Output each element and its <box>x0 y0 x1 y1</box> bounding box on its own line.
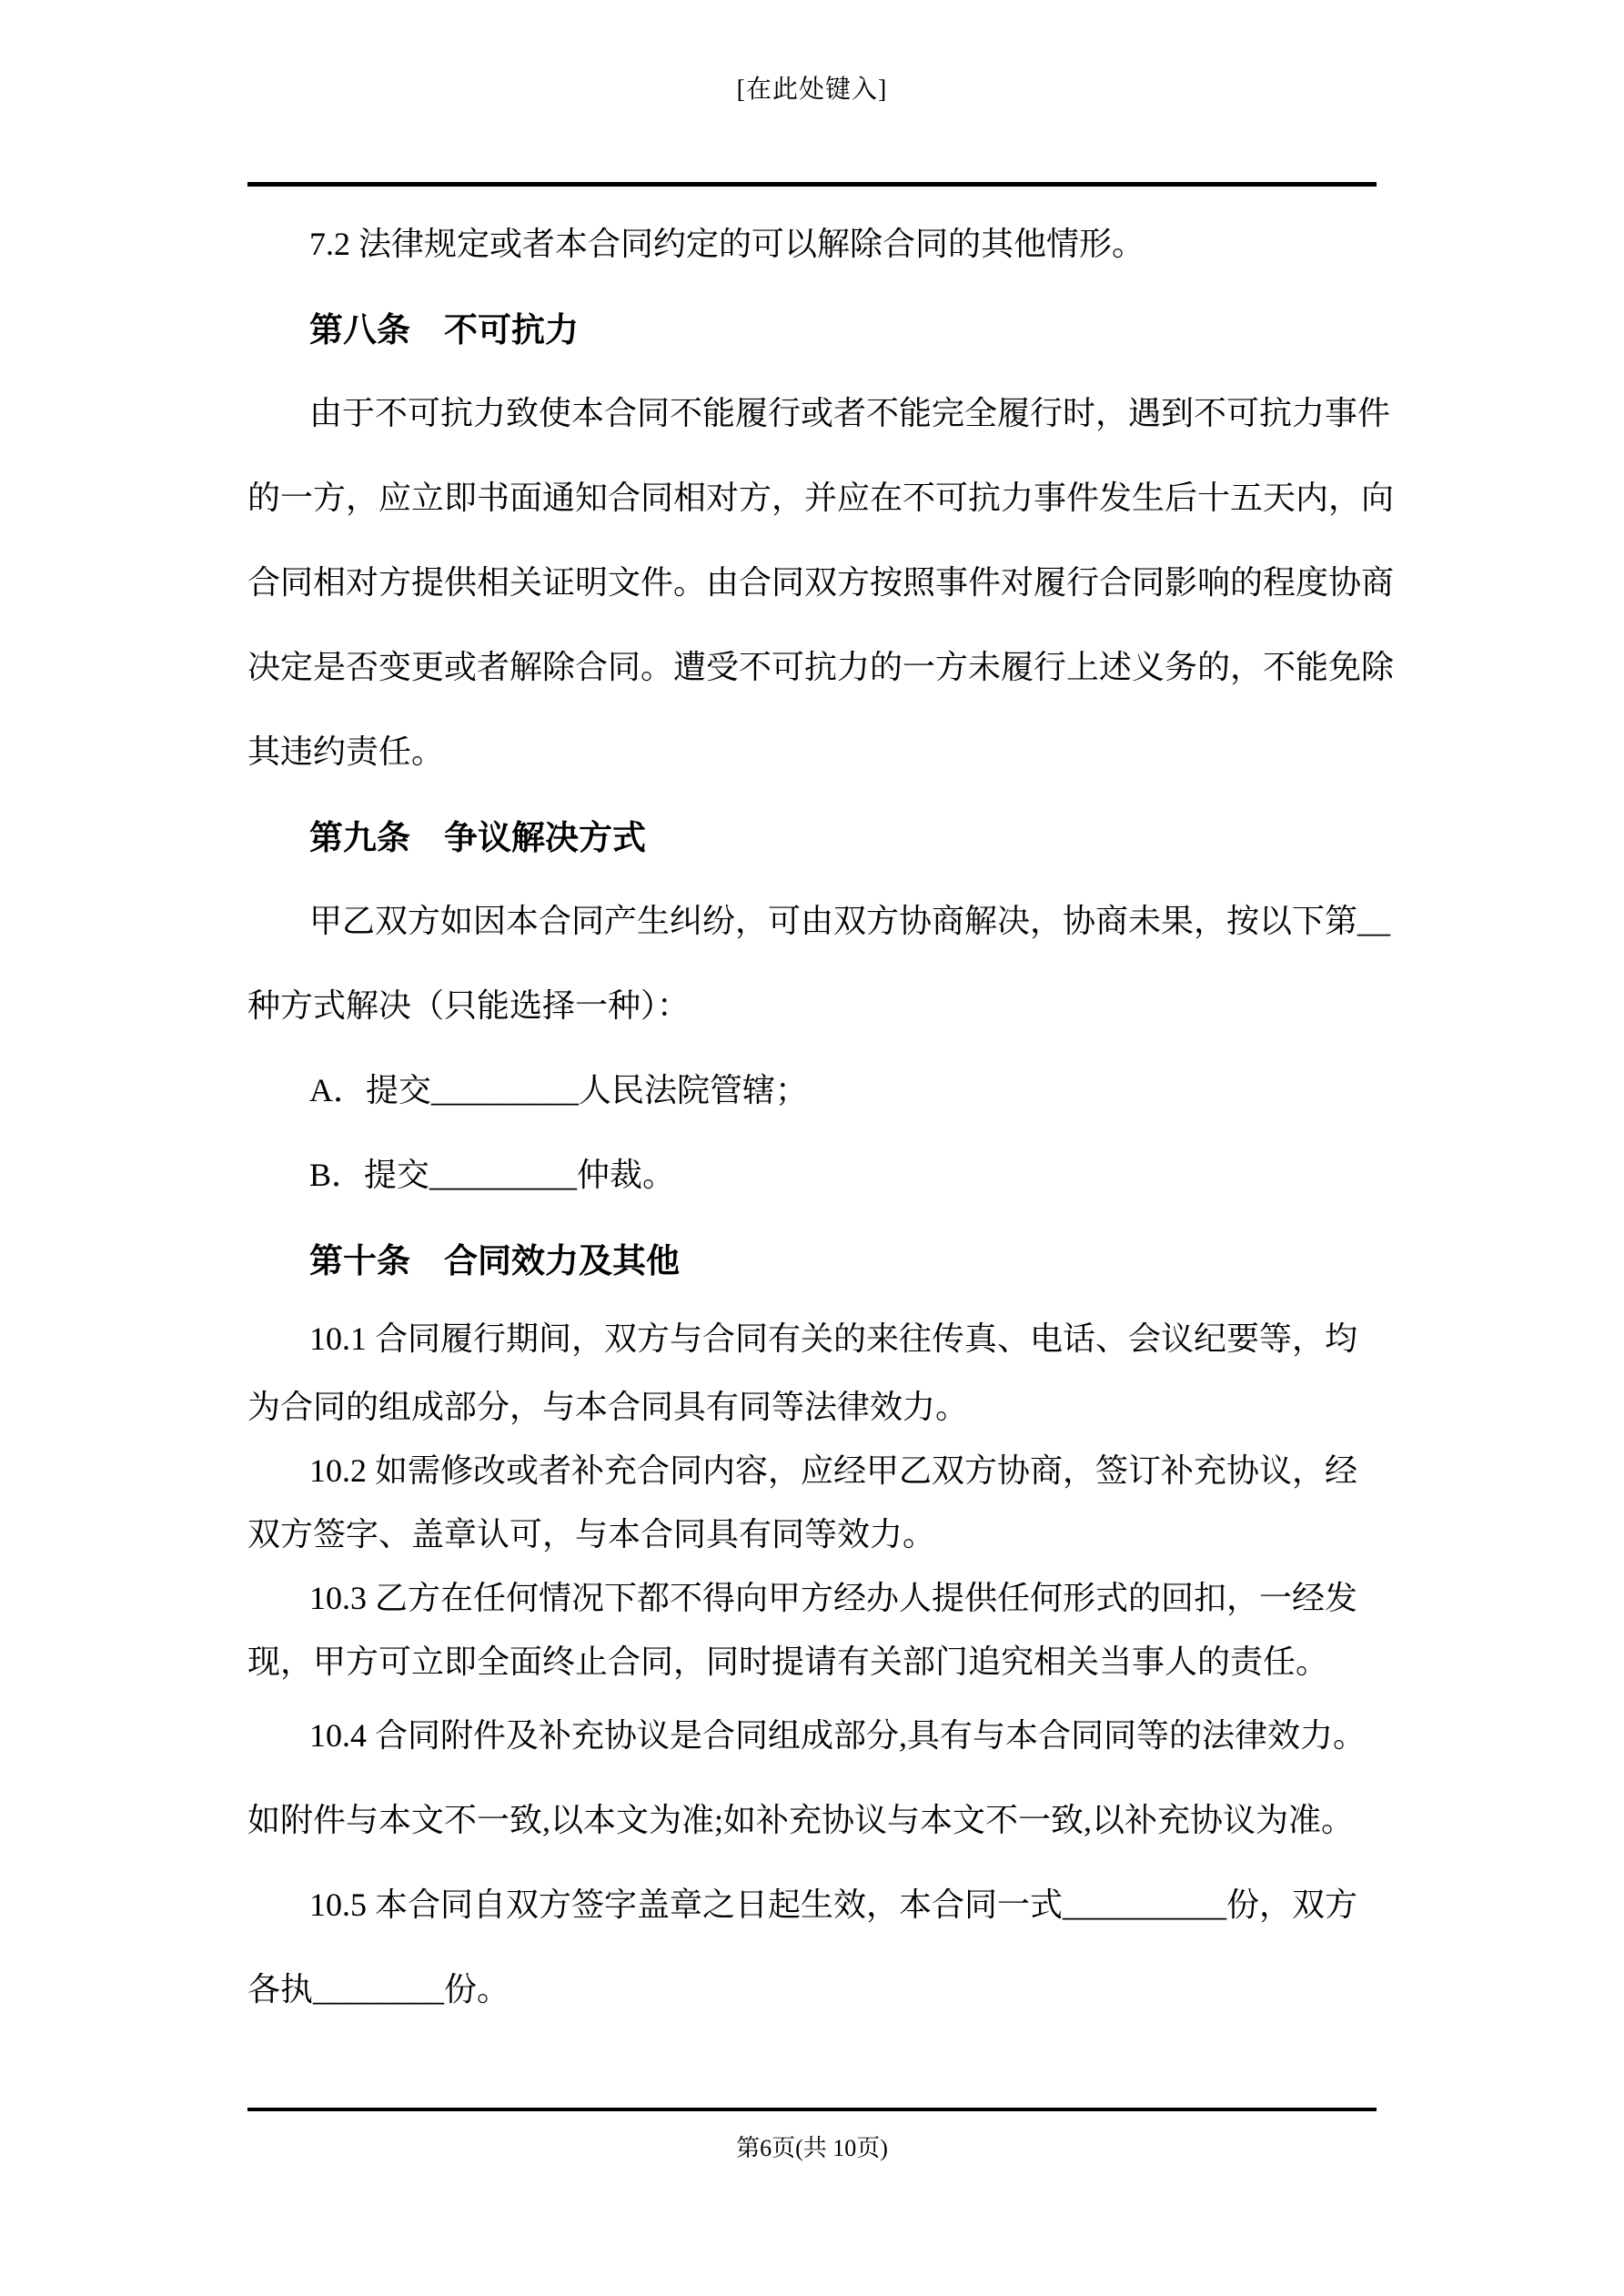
article-9-option-a: A．提交_________人民法院管辖； <box>309 1072 808 1108</box>
clause-10-1-line-1: 10.1 合同履行期间，双方与合同有关的来往传真、电话、会议纪要等，均 <box>309 1320 1358 1357</box>
document-body <box>247 199 1395 2029</box>
clause-10-4-line-2: 如附件与本文不一致,以本文为准;如补充协议与本文不一致,以补充协议为准。 <box>247 1802 1355 1838</box>
page-number-indicator: 第6页(共 10页) <box>736 2135 888 2161</box>
clause-10-3-line-1: 10.3 乙方在任何情况下都不得向甲方经办人提供任何形式的回扣，一经发 <box>309 1579 1358 1616</box>
clause-10-2-line-2: 双方签字、盖章认可，与本合同具有同等效力。 <box>247 1515 936 1553</box>
footer-rule <box>247 2108 1377 2111</box>
clause-10-5-line-2: 各执________份。 <box>247 1971 510 2008</box>
clause-10-2-line-1: 10.2 如需修改或者补充合同内容，应经甲乙双方协商，签订补充协议，经 <box>309 1451 1358 1489</box>
article-9-heading: 第九条 争议解决方式 <box>309 818 646 856</box>
article-8-heading: 第八条 不可抗力 <box>309 310 579 349</box>
clause-10-1-line-2: 为合同的组成部分，与本合同具有同等法律效力。 <box>247 1388 969 1425</box>
header-typing-placeholder: [在此处键入] <box>736 76 888 104</box>
article-9-option-b: B．提交_________仲裁。 <box>309 1157 676 1193</box>
clause-10-4-line-1: 10.4 合同附件及补充协议是合同组成部分,具有与本合同同等的法律效力。 <box>309 1717 1367 1754</box>
header-rule <box>247 182 1377 187</box>
article-8-line-3: 合同相对方提供相关证明文件。由合同双方按照事件对履行合同影响的程度协商 <box>247 564 1395 601</box>
article-8-line-2: 的一方，应立即书面通知合同相对方，并应在不可抗力事件发生后十五天内，向 <box>247 480 1395 516</box>
article-8-line-4: 决定是否变更或者解除合同。遭受不可抗力的一方未履行上述义务的，不能免除 <box>247 649 1395 685</box>
article-9-line-2: 种方式解决（只能选择一种）： <box>247 987 691 1024</box>
clause-10-5-line-1: 10.5 本合同自双方签字盖章之日起生效，本合同一式__________份，双方 <box>309 1886 1358 1923</box>
article-9-line-1: 甲乙双方如因本合同产生纠纷，可由双方协商解决，协商未果，按以下第__ <box>309 903 1391 939</box>
clause-10-3-line-2: 现，甲方可立即全面终止合同，同时提请有关部门追究相关当事人的责任。 <box>247 1643 1329 1680</box>
article-8-line-5: 其违约责任。 <box>247 733 445 770</box>
article-8-line-1: 由于不可抗力致使本合同不能履行或者不能完全履行时，遇到不可抗力事件 <box>309 395 1391 431</box>
clause-7-2: 7.2 法律规定或者本合同约定的可以解除合同的其他情形。 <box>309 226 1145 262</box>
article-10-heading: 第十条 合同效力及其他 <box>309 1241 680 1279</box>
